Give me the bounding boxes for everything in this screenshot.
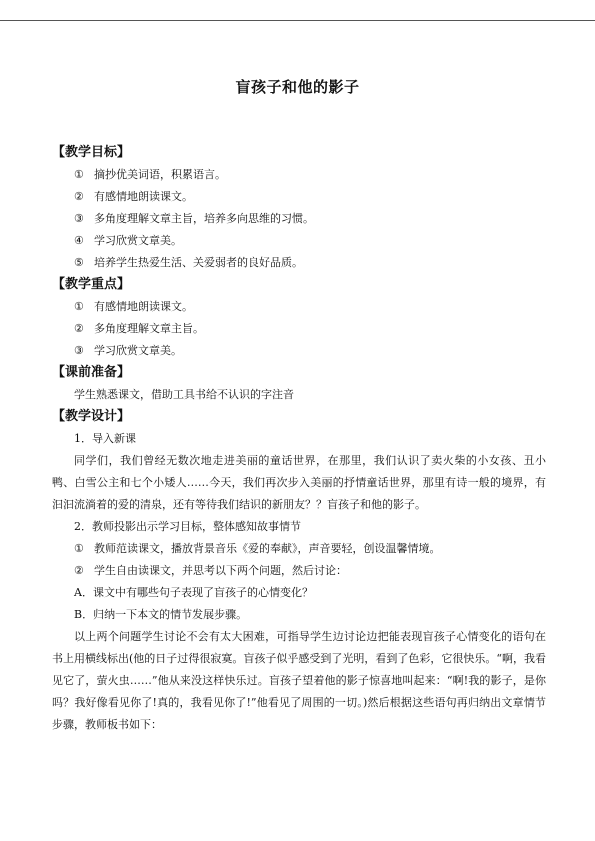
question-b: B．归纳一下本文的情节发展步骤。 xyxy=(74,608,248,621)
closing-paragraph: 以上两个问题学生讨论不会有太大困难，可指导学生边讨论边把能表现盲孩子心情变化的语句在书上用横线标出(他的日子过得很寂寞。盲孩子似乎感受到了光明，看到了色彩，它很快乐。“啊，我看见它了，萤火虫……”他从来没这样快乐过。盲孩子望着他的影子惊喜地叫起来：“啊!我的影子，是你吗？我好像看见你了!真的，我看见你了!”他看见了周围的一切。)然后根据这些语句再归纳出文章情节步骤，教师板书如下： xyxy=(52,630,546,731)
item-number: ④ xyxy=(74,234,84,247)
step-2-item xyxy=(52,538,546,560)
key-point-item xyxy=(52,340,546,362)
item-text: 学习欣赏文章美。 xyxy=(94,234,182,247)
goal-item xyxy=(52,186,546,208)
item-text: 多角度理解文章主旨。 xyxy=(94,322,204,335)
item-number: ③ xyxy=(74,344,84,357)
item-number: ① xyxy=(74,300,84,313)
step-1-title: 1．导入新课 xyxy=(74,432,136,445)
question-a: A．课文中有哪些句子表现了盲孩子的心情变化？ xyxy=(74,586,313,599)
item-number: ② xyxy=(74,190,84,203)
section-heading-goals: 【教学目标】 xyxy=(52,145,131,160)
section-heading-preparation: 【课前准备】 xyxy=(52,365,131,380)
item-number: ⑤ xyxy=(74,256,84,269)
goal-item xyxy=(52,164,546,186)
section-heading-design: 【教学设计】 xyxy=(52,409,131,424)
item-text: 有感情地朗读课文。 xyxy=(94,300,193,313)
item-text: 学习欣赏文章美。 xyxy=(94,344,182,357)
section-heading-key-points: 【教学重点】 xyxy=(52,277,131,292)
item-number: ③ xyxy=(74,212,84,225)
item-text: 摘抄优美词语，积累语言。 xyxy=(94,168,226,181)
preparation-text: 学生熟悉课文，借助工具书给不认识的字注音 xyxy=(74,388,294,401)
item-number: ① xyxy=(74,168,84,181)
item-number: ① xyxy=(74,542,84,555)
item-number: ② xyxy=(74,564,84,577)
key-point-item xyxy=(52,318,546,340)
document-title: 盲孩子和他的影子 xyxy=(235,78,360,96)
goal-item xyxy=(52,252,546,274)
item-text: 有感情地朗读课文。 xyxy=(94,190,193,203)
document-body xyxy=(52,142,546,736)
key-point-item xyxy=(52,296,546,318)
item-text: 教师范读课文，播放背景音乐《爱的奉献》，声音要轻，创设温馨情境。 xyxy=(94,542,441,555)
item-text: 培养学生热爱生活、关爱弱者的良好品质。 xyxy=(94,256,303,269)
item-text: 多角度理解文章主旨，培养多向思维的习惯。 xyxy=(94,212,314,225)
item-text: 学生自由读课文，并思考以下两个问题，然后讨论： xyxy=(94,564,347,577)
goal-item xyxy=(52,208,546,230)
goal-item xyxy=(52,230,546,252)
item-number: ② xyxy=(74,322,84,335)
header-rule xyxy=(0,20,595,21)
step-2-title: 2．教师投影出示学习目标，整体感知故事情节 xyxy=(74,520,301,533)
step-2-item xyxy=(52,560,546,582)
step-1-paragraph: 同学们，我们曾经无数次地走进美丽的童话世界，在那里，我们认识了卖火柴的小女孩、丑小鸭、白雪公主和七个小矮人……今天，我们再次步入美丽的抒情童话世界，那里有诗一般的境界，有汩汩流淌着的爱的清泉，还有等待我们结识的新朋友？？盲孩子和他的影子。 xyxy=(52,454,546,511)
